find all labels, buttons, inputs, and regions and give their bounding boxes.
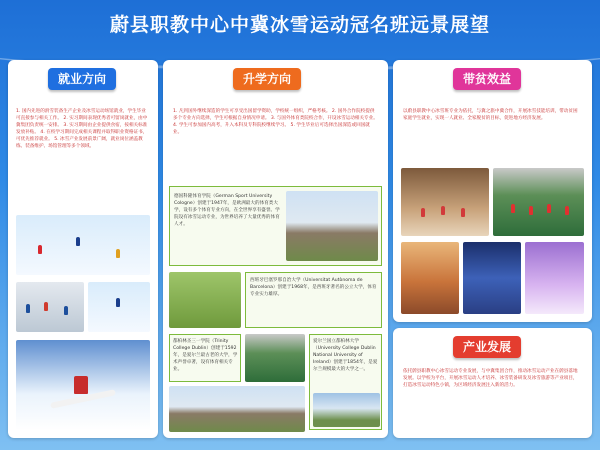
industry-text: 依托蔚县职教中心冰雪运动专业发展，与中冀集团合作，推动冰雪运动产业在蔚县落地发展。以学校为平台，开展冰雪运动人才培养、冰雪装备研发及冰雪旅游等产业项目，打造冰雪运动特色小镇，为区域经济发展注入新的活力。	[403, 369, 578, 388]
university3-box	[169, 334, 241, 382]
ski-jump-photo	[88, 282, 150, 332]
university1-box	[169, 186, 382, 266]
employment-tag: 就业方向	[48, 68, 116, 90]
poverty-text: 以蔚县职教中心冰雪班专业为依托，与冀之旅中冀合作，开展冰雪技能培训，带动贫困家庭学生就业，实现一人就业、全家脱贫的目标，促进地方经济发展。	[403, 109, 578, 121]
university3-text: 都柏林圣三一学院（Trinity College Dublin）创建于1592年，是爱尔兰最古老的大学，学术声誉卓著，设有体育相关专业。	[173, 339, 238, 372]
castle-photo	[286, 191, 378, 261]
poverty-panel	[393, 60, 592, 322]
university4-text: 爱尔兰国立都柏林大学（University College Dublin National University of Ireland）创建于1854年，是爱尔兰规模最大的大学之一。	[313, 339, 378, 372]
study-text: 1. 凡到国外继续深造的学生可享受出国留学资助，学校统一组织，严格考核。 2. 国外合作院校提供多个专业方向选择，学生可根据自身情况申请。 3. 与国外体育类院校合作，开设冰雪运动相关专业。 4. 学生可参加国内高考，升入本科及专科院校继续学习。 5. 学生毕业后可选择出国深造或回国就业。	[173, 109, 378, 135]
campus-photo	[169, 272, 241, 328]
industry-tag: 产业发展	[453, 336, 521, 358]
training-photo-3	[525, 242, 584, 314]
dance-photo	[493, 168, 584, 236]
tower-photo	[313, 393, 380, 427]
university-building-photo	[169, 386, 305, 432]
poverty-tag: 带贫效益	[453, 68, 521, 90]
study-panel	[163, 60, 388, 438]
snowboard-photo	[16, 340, 150, 430]
skiing-photo	[16, 215, 150, 275]
university1-text: 德国科隆体育学院（German Sport University Cologne）创建于1947年，是欧洲最大的体育类大学，设有多个体育专业方向，在全世界享有盛誉。学院设有冰雪运动专业，为世界培养了大量优秀的体育人才。	[174, 194, 280, 227]
training-photo-2	[463, 242, 521, 314]
page-title: 蔚县职教中心中冀冰雪运动冠名班远景展望	[109, 14, 490, 36]
university2-box	[245, 272, 382, 328]
university4-box	[309, 334, 382, 430]
training-photo-1	[401, 242, 459, 314]
sports-field-photo	[245, 334, 305, 382]
university2-text: 西班牙巴塞罗那自治大学（Universitat Autònoma de Barcelona）创建于1968年，是西班牙著名的公立大学，体育专业实力雄厚。	[250, 278, 377, 297]
industry-panel	[393, 328, 592, 438]
skating-photo	[16, 282, 84, 332]
employment-text: 1. 国内先进的滑雪装备生产企业及冰雪运动场馆就业，学生毕业可直接参与相关工作。 2. 实习期间表现优秀者可留岗就业，由中冀集团负责统一安排。 3. 实习期间由企业提供食宿，按相关标准发放补贴。 4. 在校学习期间完成相关课程并取得职业资格证书，可优先推荐就业。 5. 冰雪产业发展前景广阔，就业岗位涵盖教练、装备维护、场馆管理等多个领域。	[16, 109, 148, 149]
study-tag: 升学方向	[233, 68, 301, 90]
gym-photo	[401, 168, 489, 236]
employment-panel	[8, 60, 158, 438]
